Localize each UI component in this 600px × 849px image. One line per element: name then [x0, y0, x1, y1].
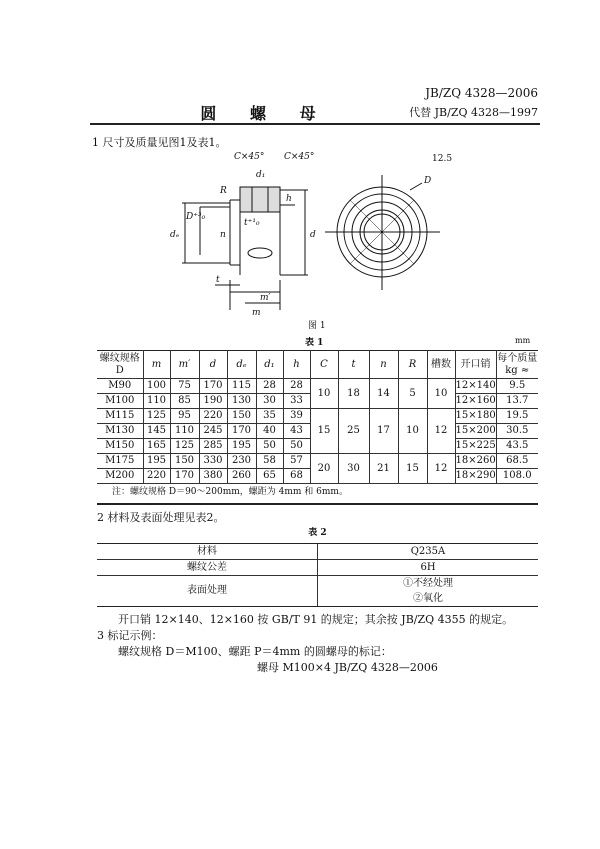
- pin-note: 开口销 12×140、12×160 按 GB/T 91 的规定；其余按 JB/ZQ 4355 的规定。: [118, 612, 514, 626]
- marking-example: 螺母 M100×4 JB/ZQ 4328—2006: [257, 660, 438, 674]
- label-t: t: [216, 275, 220, 285]
- cell: 115: [227, 379, 256, 394]
- cell: 195: [227, 439, 256, 454]
- cell: M90: [97, 379, 143, 394]
- cell: 65: [256, 469, 283, 484]
- column-header: 开口销: [455, 351, 496, 379]
- table-1-unit: mm: [515, 336, 531, 345]
- cell: 150: [170, 454, 199, 469]
- cell: 165: [143, 439, 170, 454]
- cell: M175: [97, 454, 143, 469]
- column-header: n: [369, 351, 398, 379]
- label-c2: C×45°: [284, 152, 315, 162]
- cell: 18: [338, 379, 369, 409]
- column-header: 螺纹规格 D: [97, 351, 143, 379]
- cell: 380: [199, 469, 227, 484]
- cell: 33: [283, 394, 310, 409]
- cell: 68.5: [496, 454, 538, 469]
- cell: 260: [227, 469, 256, 484]
- cell: M130: [97, 424, 143, 439]
- table-row: [97, 379, 538, 394]
- label-d1: d₁: [256, 170, 266, 180]
- cell: 39: [283, 409, 310, 424]
- cell: 12×140: [455, 379, 496, 394]
- cell: 43.5: [496, 439, 538, 454]
- cell: 58: [256, 454, 283, 469]
- cell: 12: [427, 409, 455, 454]
- column-header: C: [310, 351, 338, 379]
- section-2: 2 材料及表面处理见表2。: [97, 510, 225, 524]
- cell: 15×180: [455, 409, 496, 424]
- cell: 6H: [318, 559, 539, 575]
- cell: 18×260: [455, 454, 496, 469]
- cell: 15×225: [455, 439, 496, 454]
- table-1: [97, 350, 538, 484]
- cell: 10: [310, 379, 338, 409]
- column-header: R: [398, 351, 427, 379]
- cell: M200: [97, 469, 143, 484]
- cell: 170: [227, 424, 256, 439]
- content-flow: [97, 350, 538, 675]
- replaces-standard: 代替 JB/ZQ 4328—1997: [409, 106, 538, 119]
- label-h: h: [286, 194, 292, 204]
- cell: 125: [170, 439, 199, 454]
- table-row: [97, 409, 538, 424]
- cell: 25: [338, 409, 369, 454]
- column-header: t: [338, 351, 369, 379]
- cell: M115: [97, 409, 143, 424]
- cell: 130: [227, 394, 256, 409]
- cell: 110: [170, 424, 199, 439]
- column-header: 每个质量 kg ≈: [496, 351, 538, 379]
- cell: 125: [143, 409, 170, 424]
- marking-description: 螺纹规格 D＝M100、螺距 P＝4mm 的圆螺母的标记：: [118, 644, 392, 658]
- cell: 30.5: [496, 424, 538, 439]
- section-1: 1 尺寸及质量见图1及表1。: [92, 136, 227, 149]
- cell: 20: [310, 454, 338, 484]
- cell: 10: [398, 409, 427, 454]
- cell: 170: [199, 379, 227, 394]
- cell: 190: [199, 394, 227, 409]
- column-header: m: [143, 351, 170, 379]
- cell: 68: [283, 469, 310, 484]
- cell: 110: [143, 394, 170, 409]
- column-header: dₑ: [227, 351, 256, 379]
- treatment-2: ②氧化: [413, 592, 443, 604]
- table-row: [97, 454, 538, 469]
- cell: 10: [427, 379, 455, 409]
- cell: 43: [283, 424, 310, 439]
- table-1-caption: 表 1: [305, 338, 324, 348]
- cell: 145: [143, 424, 170, 439]
- cell: 330: [199, 454, 227, 469]
- table-1-note: 注：螺纹规格 D＝90～200mm，螺距为 4mm 和 6mm。: [112, 487, 348, 497]
- page-title: 圆 螺 母: [200, 104, 330, 123]
- cell: M150: [97, 439, 143, 454]
- column-header: d: [199, 351, 227, 379]
- cell: 13.7: [496, 394, 538, 409]
- cell: 12: [427, 454, 455, 484]
- label-de: dₑ: [170, 230, 180, 240]
- cell: 17: [369, 409, 398, 454]
- treatment-1: ①不经处理: [403, 577, 453, 589]
- cell: 108.0: [496, 469, 538, 484]
- cell: 150: [227, 409, 256, 424]
- cell: 220: [143, 469, 170, 484]
- cell: 230: [227, 454, 256, 469]
- cell: 245: [199, 424, 227, 439]
- cell: 15: [310, 409, 338, 454]
- cell: [318, 575, 539, 606]
- label-m-prime: m′: [260, 293, 271, 303]
- label-D: D: [424, 176, 432, 186]
- label-d: d: [310, 230, 316, 240]
- cell: 28: [283, 379, 310, 394]
- cell: 57: [283, 454, 310, 469]
- table-2: [97, 543, 538, 607]
- label-m: m: [252, 308, 261, 318]
- cell: 285: [199, 439, 227, 454]
- cell: 材料: [97, 543, 318, 559]
- section-3: 3 标记示例：: [97, 628, 163, 642]
- table-2-caption: 表 2: [308, 527, 327, 538]
- figure-1-drawing: [160, 145, 460, 330]
- section-hatch: [240, 187, 280, 212]
- cell: Q235A: [318, 543, 539, 559]
- cell: 170: [170, 469, 199, 484]
- cell: 30: [338, 454, 369, 484]
- cell: 30: [256, 394, 283, 409]
- cell: 100: [143, 379, 170, 394]
- cell: 18×290: [455, 469, 496, 484]
- cell: 21: [369, 454, 398, 484]
- cell: M100: [97, 394, 143, 409]
- label-c1: C×45°: [234, 152, 265, 162]
- cell: 15×200: [455, 424, 496, 439]
- column-header: 槽数: [427, 351, 455, 379]
- standard-number: JB/ZQ 4328—2006: [425, 86, 538, 100]
- cell: 28: [256, 379, 283, 394]
- cell: 220: [199, 409, 227, 424]
- cell: 5: [398, 379, 427, 409]
- cell: 50: [256, 439, 283, 454]
- label-t1: t⁺¹₀: [244, 218, 260, 228]
- column-header: m′: [170, 351, 199, 379]
- cell: 195: [143, 454, 170, 469]
- cell: 75: [170, 379, 199, 394]
- cell: 螺纹公差: [97, 559, 318, 575]
- figure-caption: 图 1: [308, 321, 326, 331]
- cell: 19.5: [496, 409, 538, 424]
- cell: 95: [170, 409, 199, 424]
- label-r: R: [220, 186, 227, 196]
- cell: 85: [170, 394, 199, 409]
- label-n: n: [220, 230, 226, 240]
- roughness-symbol: 12.5: [432, 154, 453, 164]
- column-header: d₁: [256, 351, 283, 379]
- cell: 50: [283, 439, 310, 454]
- column-header: h: [283, 351, 310, 379]
- label-D-tol: D⁺³₀: [186, 212, 206, 222]
- cell: 40: [256, 424, 283, 439]
- cell: 12×160: [455, 394, 496, 409]
- header-rule: [90, 123, 540, 125]
- cell: 表面处理: [97, 575, 318, 606]
- table-1-bottom-rule: [97, 503, 538, 505]
- cell: 15: [398, 454, 427, 484]
- cell: 35: [256, 409, 283, 424]
- cell: 14: [369, 379, 398, 409]
- cell: 9.5: [496, 379, 538, 394]
